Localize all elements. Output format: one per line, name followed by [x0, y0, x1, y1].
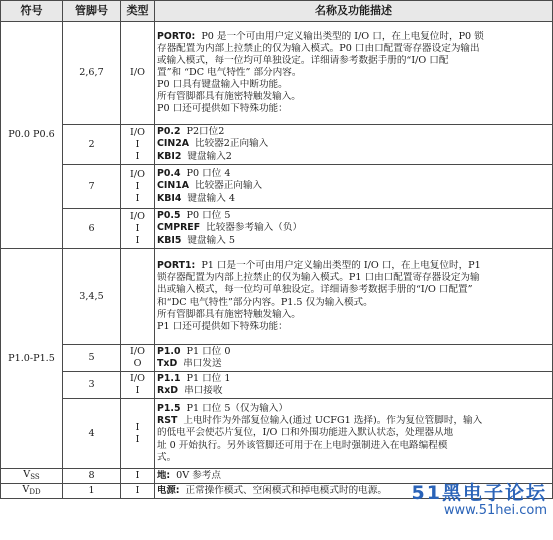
pin-type-value: I — [135, 138, 140, 150]
description-line — [157, 193, 550, 205]
description-text: P2口位2 — [186, 126, 225, 138]
description-text: 串口接收 — [184, 385, 223, 396]
description-line — [157, 452, 550, 464]
function-name: KBI4 — [157, 192, 182, 204]
description-line — [157, 103, 550, 115]
table-header-row — [1, 1, 553, 22]
table-row — [1, 125, 553, 165]
pin-number: 7 — [63, 165, 121, 209]
description-text: P0 口位 5 — [186, 210, 231, 222]
description-text: 比较器参考输入（负） — [206, 222, 303, 234]
description-text: P1 口是一个可由用户定义输出类型的 I/O 口，在上电复位时，P1 — [201, 260, 481, 272]
description-line — [157, 358, 550, 370]
description-line — [157, 440, 550, 452]
function-name: P1.1 — [157, 372, 181, 384]
function-name: P0.5 — [157, 210, 181, 222]
function-name: PORT1: — [157, 260, 196, 272]
description-line — [157, 272, 550, 284]
pin-type-value: I/O — [130, 210, 145, 222]
description-line — [157, 321, 550, 333]
pin-description — [155, 209, 553, 249]
description-line — [157, 210, 550, 222]
description-text: 比较器正向输入 — [195, 180, 263, 192]
description-text: 正常操作模式、空闲模式和掉电模式时的电源。 — [185, 484, 387, 496]
pin-description — [155, 165, 553, 209]
description-text: 上电时作为外部复位输入(通过 UCFG1 选择)。作为复位管脚时，输入 — [183, 415, 483, 427]
pin-description — [155, 249, 553, 345]
header-symbol: 符号 — [1, 1, 63, 22]
pin-symbol-text: P0.0 P0.6 — [8, 129, 55, 140]
table-row — [1, 372, 553, 399]
function-name: CIN1A — [157, 180, 189, 192]
description-line — [157, 67, 550, 79]
description-text: 址 0 开始执行。另外该管脚还可用于在上电时强制进入在电路编程模 — [157, 439, 448, 451]
description-line — [157, 222, 550, 234]
table-row — [1, 22, 553, 125]
pin-number: 2,6,7 — [63, 22, 121, 125]
description-text: P0 口还可提供如下特殊功能： — [157, 103, 288, 115]
pin-type — [121, 165, 155, 209]
table-row — [1, 399, 553, 469]
pin-symbol-text: V — [23, 469, 31, 480]
pin-type — [121, 22, 155, 125]
pin-number: 3 — [63, 372, 121, 399]
description-text: 所有管脚都具有施密特触发输入。 — [157, 308, 301, 320]
description-text: P0 口具有键盘输入中断功能。 — [157, 79, 288, 91]
pin-type-value: I — [135, 433, 140, 445]
description-text: 存器配置为内部上拉禁止的仅为输入模式。P0 口由口配置寄存器设定为输出 — [157, 42, 480, 54]
description-line — [157, 168, 550, 180]
pin-description — [155, 125, 553, 165]
description-text: 所有管脚都具有施密特触发输入。 — [157, 91, 301, 103]
pin-type-value: I — [135, 470, 140, 481]
function-name: KBI2 — [157, 150, 182, 162]
watermark — [412, 478, 547, 518]
function-name: P1.0 — [157, 345, 181, 357]
description-text: 键盘输入 4 — [187, 192, 235, 204]
pin-number: 4 — [63, 399, 121, 469]
function-name: CMPREF — [157, 222, 201, 234]
description-text: 0V 参考点 — [176, 469, 221, 481]
description-text: 和“DC 电气特性”部分内容。P1.5 仅为输入模式。 — [157, 296, 373, 308]
pin-type — [121, 249, 155, 345]
pin-symbol-text: P1.0-P1.5 — [8, 352, 55, 364]
description-text: 出或输入模式，每一位均可单独设定。详细请参考数据手册的“I/O 口配置” — [157, 284, 473, 296]
function-name: 地: — [157, 469, 171, 481]
watermark-title: 51黑电子论坛 — [411, 482, 547, 504]
pin-number: 6 — [63, 209, 121, 249]
pin-type-value: I — [135, 192, 140, 204]
description-text: P1 口位 0 — [186, 345, 231, 357]
pin-type — [121, 469, 155, 484]
description-text: 键盘输入 5 — [187, 234, 235, 246]
header-type: 类型 — [121, 1, 155, 22]
pin-number: 1 — [63, 484, 121, 499]
pin-symbol — [1, 22, 63, 249]
description-text: 串口发送 — [183, 358, 222, 369]
description-line — [157, 55, 550, 67]
table-row — [1, 165, 553, 209]
description-text: P1 口位 1 — [186, 372, 231, 384]
description-text: P0 口位 4 — [186, 168, 231, 180]
pin-type-value: O — [133, 358, 142, 369]
pin-number: 3,4,5 — [63, 249, 121, 345]
function-name: CIN2A — [157, 138, 189, 150]
pin-type-value: I — [135, 385, 140, 396]
description-text: 式。 — [157, 451, 177, 463]
pin-type-value: I — [135, 180, 140, 192]
description-text: 置”和 “DC 电气特性” 部分内容。 — [157, 66, 302, 78]
description-text: 或输入模式，每一位均可单独设定。详细请参考数据手册的“I/O 口配 — [157, 54, 449, 66]
description-line — [157, 309, 550, 321]
description-text: 锁存器配置为内部上拉禁止的仅为输入模式。P1 口由口配置寄存器设定为输 — [157, 272, 480, 284]
pin-type-value: I/O — [130, 67, 145, 78]
pin-symbol — [1, 469, 63, 484]
description-line — [157, 385, 550, 397]
description-text: 比较器2正向输入 — [195, 138, 269, 150]
function-name: P1.5 — [157, 403, 181, 415]
pin-symbol-text: V — [22, 484, 30, 495]
table-row — [1, 345, 553, 372]
description-text: P0 是一个可由用户定义输出类型的 I/O 口，在上电复位时，P0 锁 — [201, 30, 484, 42]
pin-symbol-subscript: DD — [29, 488, 41, 496]
pin-type — [121, 125, 155, 165]
pin-type-value: I — [135, 222, 140, 234]
description-line — [157, 297, 550, 309]
function-name: KBI5 — [157, 234, 182, 246]
pin-type-value: I/O — [130, 168, 145, 180]
pin-type-value: I/O — [130, 346, 145, 357]
pin-type-value: I/O — [130, 126, 145, 138]
pin-type-value: I/O — [130, 373, 145, 384]
description-line — [157, 91, 550, 103]
description-text: P1 口位 5（仅为输入） — [186, 403, 288, 415]
description-line — [157, 151, 550, 163]
function-name: RxD — [157, 385, 179, 396]
header-pin-number: 管脚号 — [63, 1, 121, 22]
pin-type-value: I — [135, 485, 140, 496]
pin-symbol — [1, 249, 63, 469]
description-line — [157, 260, 550, 272]
table-body — [1, 22, 553, 499]
table-row — [1, 249, 553, 345]
pin-type-value: I — [135, 234, 140, 246]
description-line — [157, 43, 550, 55]
function-name: TxD — [157, 358, 178, 369]
description-line — [157, 346, 550, 358]
description-line — [157, 235, 550, 247]
pin-type-value: I — [135, 421, 140, 433]
pin-type — [121, 484, 155, 499]
pin-type — [121, 399, 155, 469]
pin-symbol — [1, 484, 63, 499]
description-line — [157, 403, 550, 415]
pin-symbol-subscript: SS — [30, 473, 40, 481]
function-name: P0.4 — [157, 168, 181, 180]
function-name: PORT0: — [157, 30, 196, 42]
pin-description — [155, 372, 553, 399]
pin-number: 2 — [63, 125, 121, 165]
description-line — [157, 126, 550, 138]
description-line — [157, 31, 550, 43]
description-text: 的低电平会使芯片复位，I/O 口和外围功能进入默认状态，处理器从地 — [157, 427, 454, 439]
pin-description — [155, 22, 553, 125]
description-text: 键盘输入2 — [187, 150, 232, 162]
table-row — [1, 209, 553, 249]
watermark-url: www.51hei.com — [443, 503, 547, 518]
pin-number: 5 — [63, 345, 121, 372]
pin-description — [155, 399, 553, 469]
function-name: RST — [157, 415, 178, 427]
pin-number: 8 — [63, 469, 121, 484]
description-text: P1 口还可提供如下特殊功能： — [157, 320, 288, 332]
description-line — [157, 284, 550, 296]
description-line — [157, 415, 550, 427]
description-line — [157, 138, 550, 150]
function-name: 电源: — [157, 484, 180, 496]
pin-type — [121, 372, 155, 399]
pin-description — [155, 345, 553, 372]
description-line — [157, 79, 550, 91]
description-line — [157, 427, 550, 439]
pin-type — [121, 209, 155, 249]
description-line — [157, 180, 550, 192]
pin-type — [121, 345, 155, 372]
description-line — [157, 373, 550, 385]
pin-type-value: I — [135, 150, 140, 162]
function-name: P0.2 — [157, 126, 181, 138]
header-description: 名称及功能描述 — [155, 1, 553, 22]
